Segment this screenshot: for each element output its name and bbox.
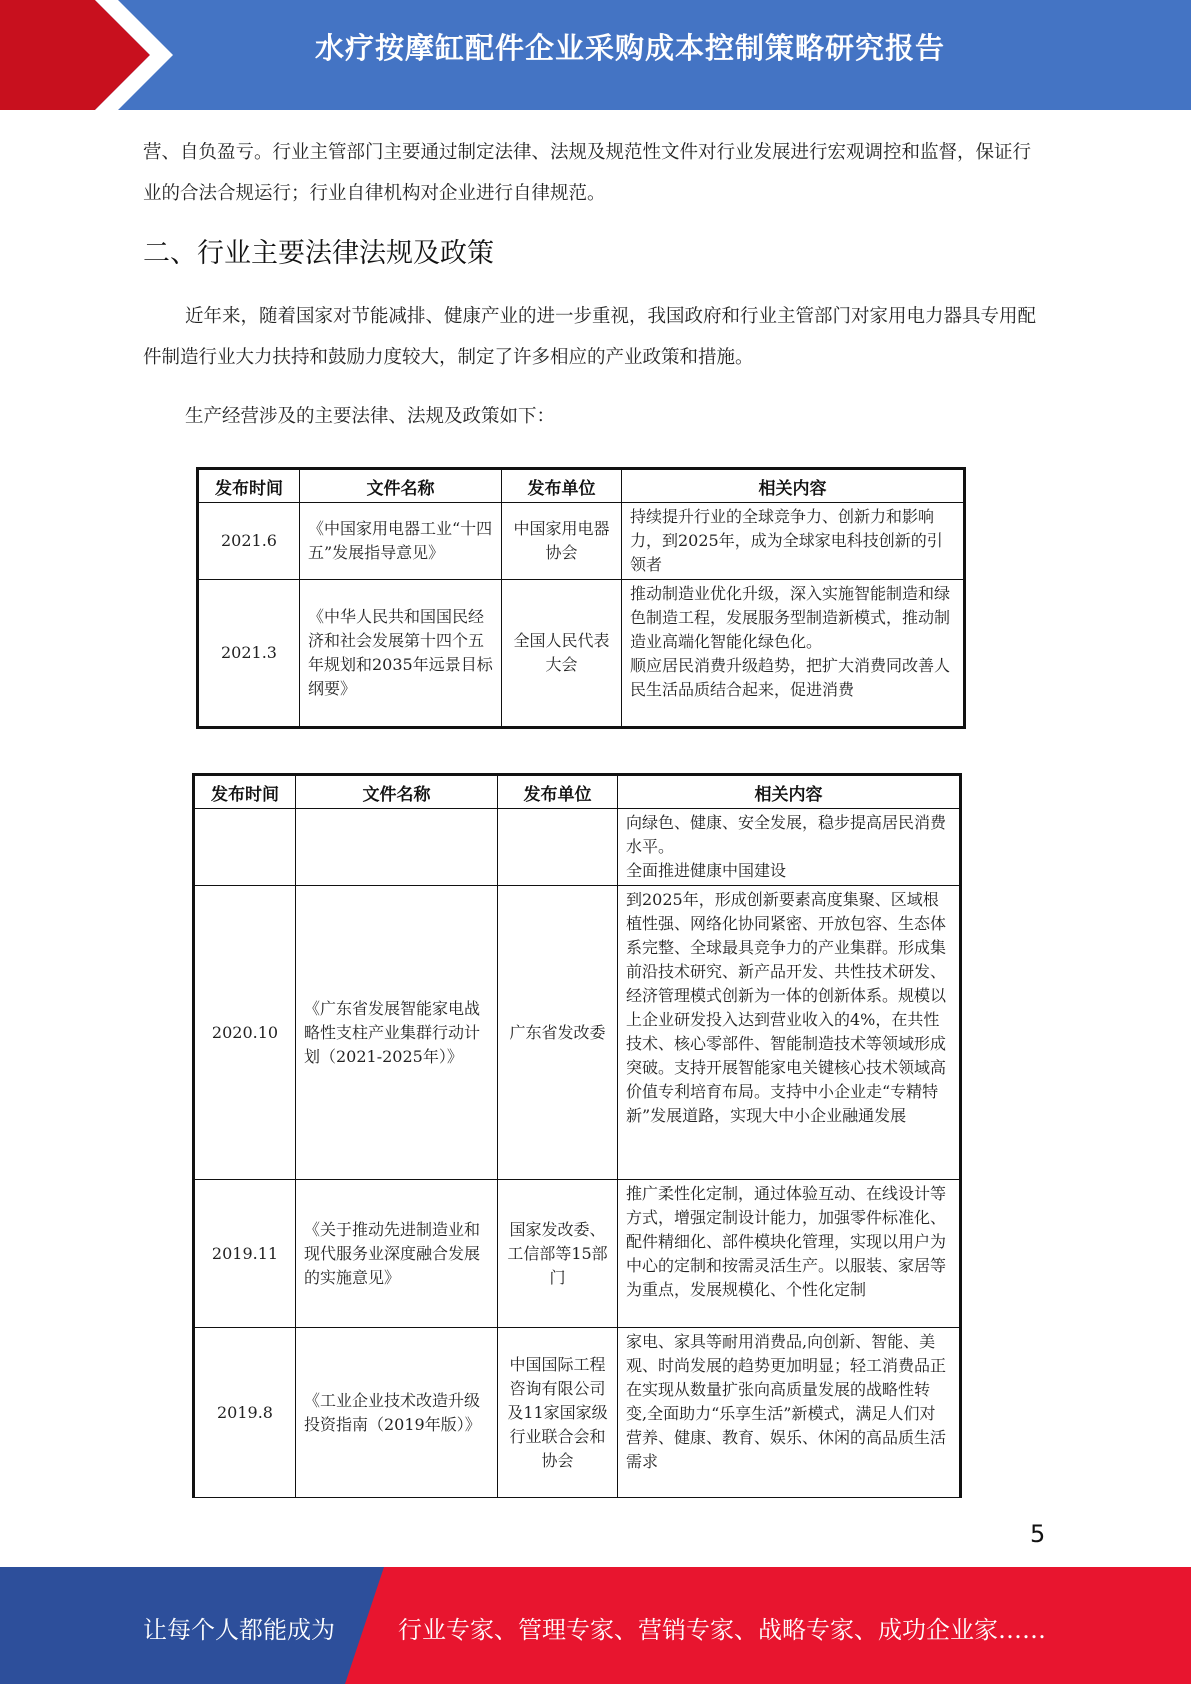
col-header-date: 发布时间 xyxy=(194,775,296,809)
cell-content-line: 向绿色、健康、安全发展，稳步提高居民消费水平。 xyxy=(626,813,947,856)
table-row xyxy=(194,1180,961,1328)
section-heading: 二、行业主要法律法规及政策 xyxy=(143,238,494,269)
cell-content-line: 推动制造业优化升级，深入实施智能制造和绿色制造工程，发展服务型制造新模式，推动制造业高端化智能化绿色化。 xyxy=(630,584,951,651)
cell-issuer: 国家发改委、工信部等15部门 xyxy=(498,1180,618,1328)
footer-band xyxy=(0,1567,1191,1684)
cell-content xyxy=(618,809,961,886)
cell-content-line: 顺应居民消费升级趋势，把扩大消费同改善人民生活品质结合起来，促进消费 xyxy=(630,656,951,699)
cell-date: 2021.3 xyxy=(198,580,300,728)
footer-slogan-right: 行业专家、管理专家、营销专家、战略专家、成功企业家…… xyxy=(398,1616,1046,1644)
header-band xyxy=(0,0,1191,110)
paragraph-intro-continued: 营、自负盈亏。行业主管部门主要通过制定法律、法规及规范性文件对行业发展进行宏观调控和监督，保证行业的合法合规运行；行业自律机构对企业进行自律规范。 xyxy=(143,142,1032,204)
table-row xyxy=(198,580,965,728)
paragraph-table-intro: 生产经营涉及的主要法律、法规及政策如下： xyxy=(185,406,556,427)
cell-document-name: 《关于推动先进制造业和现代服务业深度融合发展的实施意见》 xyxy=(296,1180,498,1328)
cell-date: 2020.10 xyxy=(194,886,296,1180)
cell-issuer: 中国国际工程咨询有限公司及11家国家级行业联合会和协会 xyxy=(498,1328,618,1498)
cell-content: 家电、家具等耐用消费品,向创新、智能、美观、时尚发展的趋势更加明显；轻工消费品正在实现从数量扩张向高质量发展的战略性转变,全面助力“乐享生活”新模式，满足人们对营养、健康、教育、娱乐、休闲的高品质生活需求 xyxy=(618,1328,961,1498)
cell-document-name xyxy=(296,809,498,886)
cell-date: 2019.8 xyxy=(194,1328,296,1498)
col-header-issuer: 发布单位 xyxy=(502,469,622,503)
cell-content: 持续提升行业的全球竞争力、创新力和影响力，到2025年，成为全球家电科技创新的引领者 xyxy=(622,503,965,580)
col-header-content: 相关内容 xyxy=(618,775,961,809)
cell-date: 2021.6 xyxy=(198,503,300,580)
cell-issuer: 全国人民代表大会 xyxy=(502,580,622,728)
footer-slogan-left: 让每个人都能成为 xyxy=(143,1616,335,1644)
col-header-name: 文件名称 xyxy=(300,469,502,503)
cell-content-line: 全面推进健康中国建设 xyxy=(626,861,787,880)
col-header-content: 相关内容 xyxy=(622,469,965,503)
cell-issuer: 广东省发改委 xyxy=(498,886,618,1180)
paragraph-policy-overview: 近年来，随着国家对节能减排、健康产业的进一步重视，我国政府和行业主管部门对家用电力器具专用配件制造行业大力扶持和鼓励力度较大，制定了许多相应的产业政策和措施。 xyxy=(143,306,1037,368)
cell-document-name: 《工业企业技术改造升级投资指南（2019年版）》 xyxy=(296,1328,498,1498)
policy-table-1 xyxy=(196,467,966,729)
cell-issuer: 中国家用电器协会 xyxy=(502,503,622,580)
col-header-name: 文件名称 xyxy=(296,775,498,809)
report-title: 水疗按摩缸配件企业采购成本控制策略研究报告 xyxy=(314,31,945,65)
col-header-issuer: 发布单位 xyxy=(498,775,618,809)
table-row xyxy=(198,503,965,580)
cell-document-name: 《广东省发展智能家电战略性支柱产业集群行动计划（2021-2025年）》 xyxy=(296,886,498,1180)
cell-content xyxy=(622,580,965,728)
cell-document-name: 《中国家用电器工业“十四五”发展指导意见》 xyxy=(300,503,502,580)
cell-date xyxy=(194,809,296,886)
policy-table-2 xyxy=(192,773,962,1498)
cell-content: 推广柔性化定制，通过体验互动、在线设计等方式，增强定制设计能力，加强零件标准化、配件精细化、部件模块化管理，实现以用户为中心的定制和按需灵活生产。以服装、家居等为重点，发展规模化、个性化定制 xyxy=(618,1180,961,1328)
table-header-row xyxy=(194,775,961,809)
cell-document-name: 《中华人民共和国国民经济和社会发展第十四个五年规划和2035年远景目标纲要》 xyxy=(300,580,502,728)
table-row xyxy=(194,1328,961,1498)
cell-content: 到2025年，形成创新要素高度集聚、区域根植性强、网络化协同紧密、开放包容、生态体系完整、全球最具竞争力的产业集群。形成集前沿技术研究、新产品开发、共性技术研发、经济管理模式创新为一体的创新体系。规模以上企业研发投入达到营业收入的4%，在共性技术、核心零部件、智能制造技术等领域形成突破。支持开展智能家电关键核心技术领域高价值专利培育布局。支持中小企业走“专精特新”发展道路，实现大中小企业融通发展 xyxy=(618,886,961,1180)
table-row xyxy=(194,886,961,1180)
page-number: 5 xyxy=(1030,1520,1046,1548)
cell-issuer xyxy=(498,809,618,886)
table-header-row xyxy=(198,469,965,503)
cell-date: 2019.11 xyxy=(194,1180,296,1328)
table-row xyxy=(194,809,961,886)
col-header-date: 发布时间 xyxy=(198,469,300,503)
